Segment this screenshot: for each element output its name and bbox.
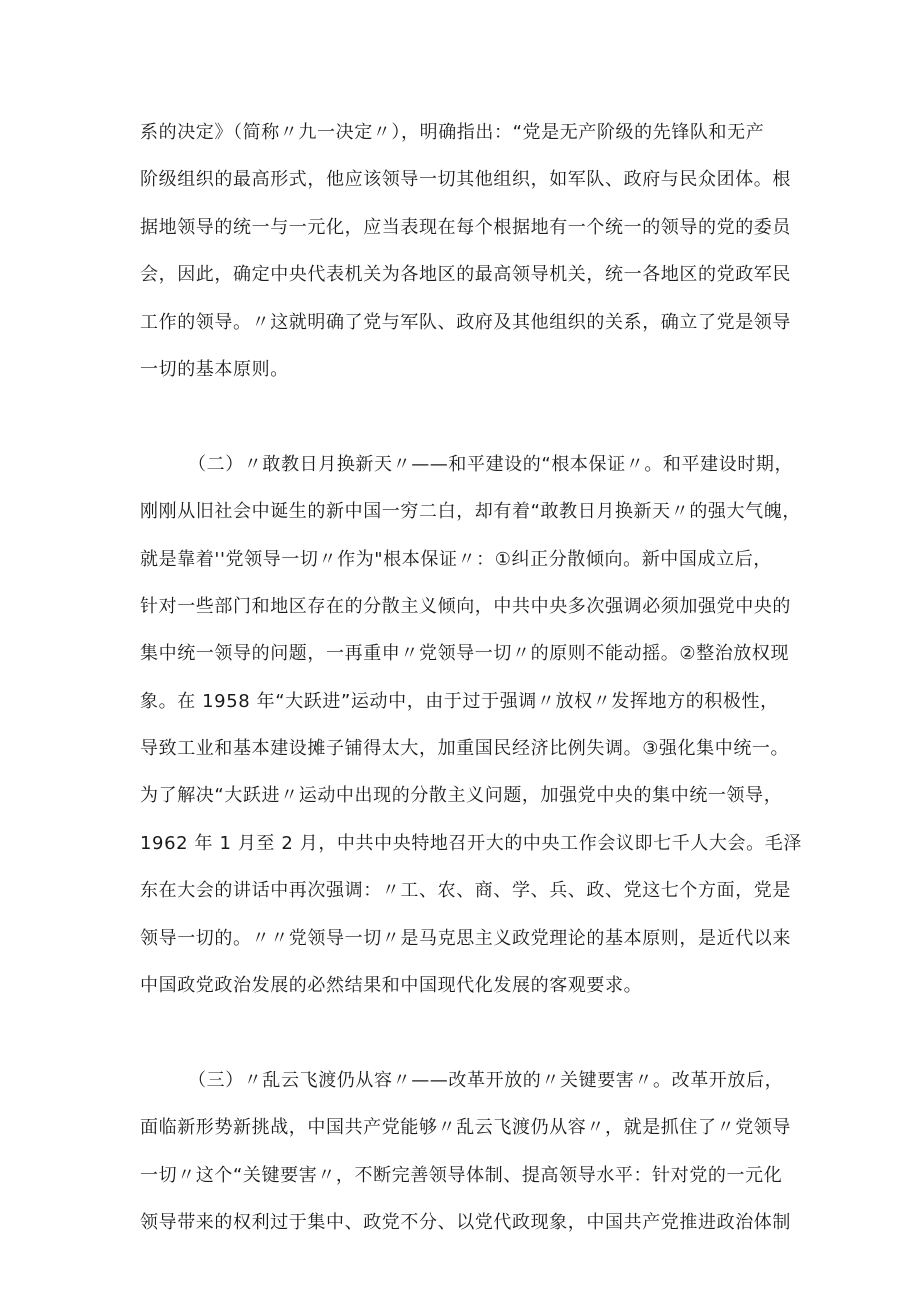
text-line: 工作的领导。〃这就明确了党与军队、政府及其他组织的关系，确立了党是领导 [140, 311, 791, 333]
text-line: 就是靠着''党领导一切〃作为"根本保证〃：①纠正分散倾向。新中国成立后， [140, 548, 772, 570]
text-line: （二）〃敢教日月换新天〃——和平建设的“根本保证〃。和平建设时期， [188, 453, 794, 475]
text-line: 会，因此，确定中央代表机关为各地区的最高领导机关，统一各地区的党政军民 [140, 264, 791, 286]
text-line: 为了解决“大跃进〃运动中出现的分散主义问题，加强党中央的集中统一领导， [140, 785, 783, 807]
text-line: 领导一切的。〃〃党领导一切〃是马克思主义政党理论的基本原则，是近代以来 [140, 927, 791, 949]
text-line: 据地领导的统一与一元化，应当表现在每个根据地有一个统一的领导的党的委员 [140, 216, 791, 238]
paragraph-1 [140, 118, 790, 402]
document-page [140, 118, 802, 1255]
text-line: （三）〃乱云飞渡仍从容〃——改革开放的〃关键要害〃。改革开放后， [188, 1069, 784, 1091]
text-line: 东在大会的讲话中再次强调：〃工、农、商、学、兵、政、党这七个方面，党是 [140, 880, 791, 902]
text-line: 一切的基本原则。 [140, 358, 289, 380]
paragraph-3 [140, 1066, 790, 1256]
text-line: 领导带来的权利过于集中、政党不分、以党代政现象，中国共产党推进政治体制 [140, 1211, 791, 1233]
text-line: 一切〃这个“关键要害〃，不断完善领导体制、提高领导水平：针对党的一元化 [140, 1164, 783, 1186]
paragraph-gap [140, 402, 790, 449]
text-line: 中国政党政治发展的必然结果和中国现代化发展的客观要求。 [140, 975, 643, 997]
text-line: 导致工业和基本建设摊子铺得太大，加重国民经济比例失调。③强化集中统一。 [140, 738, 790, 760]
text-line: 阶级组织的最高形式，他应该领导一切其他组织，如军队、政府与民众团体。根 [140, 169, 791, 191]
paragraph-gap [140, 1018, 790, 1065]
text-line: 集中统一领导的问题，一再重申〃党领导一切〃的原则不能动摇。②整治放权现 [140, 643, 790, 665]
text-line: 象。在 1958 年“大跃进”运动中，由于过于强调〃放权〃发挥地方的积极性， [140, 690, 779, 712]
text-line: 1962 年 1 月至 2 月，中共中央特地召开大的中央工作会议即七千人大会。毛泽 [140, 832, 802, 854]
text-line: 针对一些部门和地区存在的分散主义倾向，中共中央多次强调必须加强党中央的 [140, 595, 791, 617]
text-line: 系的决定》（简称〃九一决定〃），明确指出：“党是无产阶级的先锋队和无产 [140, 122, 765, 143]
text-line: 面临新形势新挑战，中国共产党能够〃乱云飞渡仍从容〃，就是抓住了〃党领导 [140, 1117, 791, 1139]
paragraph-2 [140, 450, 802, 1019]
text-line: 刚刚从旧社会中诞生的新中国一穷二白，却有着“敢教日月换新天〃的强大气魄， [140, 501, 801, 523]
